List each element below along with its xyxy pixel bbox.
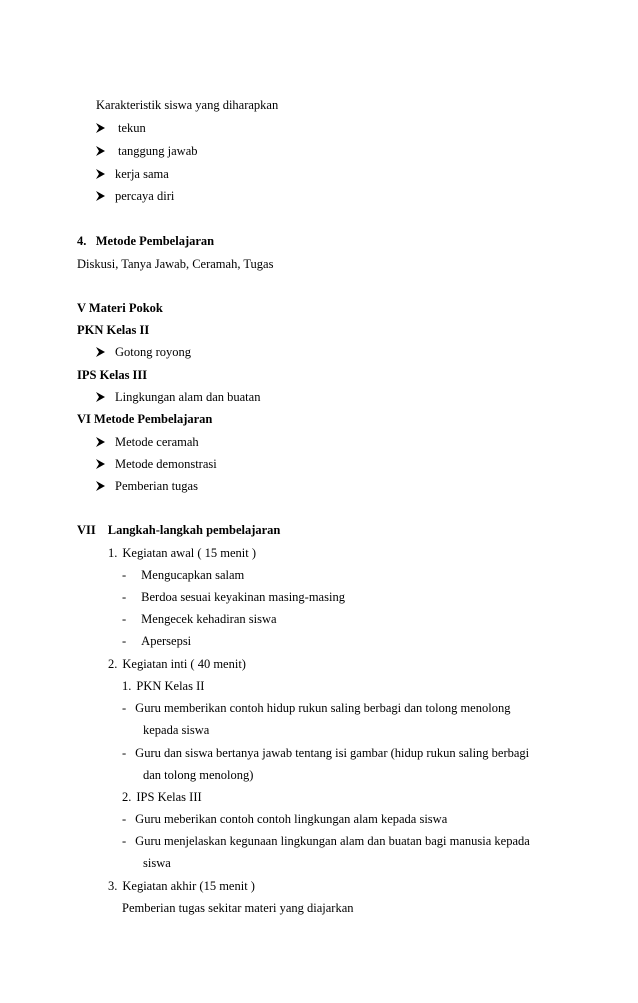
list-item: - Apersepsi <box>122 634 192 648</box>
metode-heading: 4. Metode Pembelajaran <box>77 234 215 248</box>
ips-heading: IPS Kelas III <box>77 368 148 382</box>
langkah-heading: VII Langkah-langkah pembelajaran <box>77 523 281 537</box>
list-item: percaya diri <box>96 188 174 204</box>
list-item: - Guru meberikan contoh contoh lingkungan alam kepada siswa <box>122 812 448 826</box>
arrow-bullet-icon <box>96 146 105 156</box>
karakteristik-title: Karakteristik siswa yang diharapkan <box>96 98 279 112</box>
list-item: - Mengucapkan salam <box>122 568 245 582</box>
pkn-heading: PKN Kelas II <box>77 323 150 337</box>
list-item: - Guru menjelaskan kegunaan lingkungan alam dan buatan bagi manusia kepada <box>122 834 530 848</box>
inti-ips-title: 2. IPS Kelas III <box>122 790 202 804</box>
list-item: Lingkungan alam dan buatan <box>96 389 260 405</box>
list-item: kerja sama <box>96 166 169 182</box>
kegiatan-akhir-title: 3. Kegiatan akhir (15 menit ) <box>108 879 255 893</box>
metode-text: Diskusi, Tanya Jawab, Ceramah, Tugas <box>77 257 274 271</box>
materi-heading: V Materi Pokok <box>77 301 163 315</box>
list-item: - Guru dan siswa bertanya jawab tentang isi gambar (hidup rukun saling berbagi <box>122 746 530 760</box>
list-item: Metode demonstrasi <box>96 456 217 472</box>
arrow-bullet-icon <box>96 191 105 201</box>
arrow-bullet-icon <box>96 169 105 179</box>
inti-pkn-title: 1. PKN Kelas II <box>122 679 205 693</box>
list-item: - Berdoa sesuai keyakinan masing-masing <box>122 590 345 604</box>
list-item: Metode ceramah <box>96 434 199 450</box>
arrow-bullet-icon <box>96 392 105 402</box>
list-item: Gotong royong <box>96 344 191 360</box>
metode-pembelajaran-heading: VI Metode Pembelajaran <box>77 412 213 426</box>
kegiatan-akhir-text: Pemberian tugas sekitar materi yang diajarkan <box>122 901 354 915</box>
kegiatan-awal-title: 1. Kegiatan awal ( 15 menit ) <box>108 546 257 560</box>
list-item: - Mengecek kehadiran siswa <box>122 612 277 626</box>
arrow-bullet-icon <box>96 123 105 133</box>
list-item: Pemberian tugas <box>96 478 198 494</box>
arrow-bullet-icon <box>96 481 105 491</box>
list-item: tanggung jawab <box>96 143 198 159</box>
list-item: - Guru memberikan contoh hidup rukun saling berbagi dan tolong menolong <box>122 701 511 715</box>
list-item-continuation: dan tolong menolong) <box>143 768 254 782</box>
list-item-continuation: siswa <box>143 856 171 870</box>
arrow-bullet-icon <box>96 347 105 357</box>
list-item-continuation: kepada siswa <box>143 723 210 737</box>
arrow-bullet-icon <box>96 459 105 469</box>
list-item: tekun <box>96 120 146 136</box>
kegiatan-inti-title: 2. Kegiatan inti ( 40 menit) <box>108 657 246 671</box>
arrow-bullet-icon <box>96 437 105 447</box>
